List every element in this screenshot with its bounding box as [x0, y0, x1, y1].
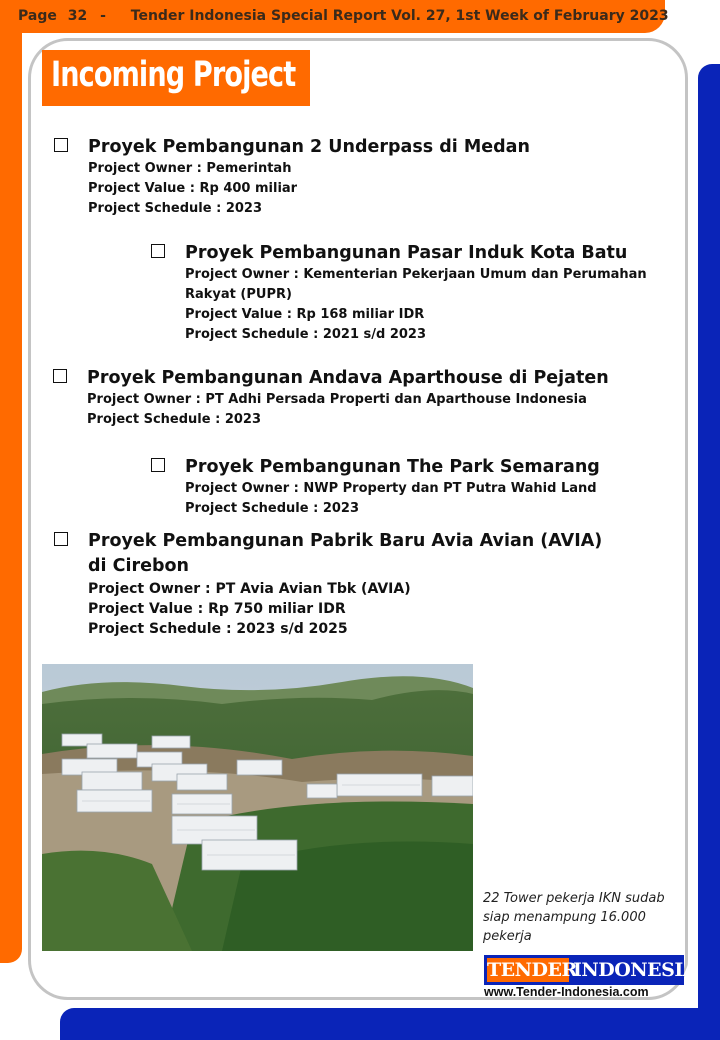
- project-item: [54, 529, 614, 639]
- project-item: [53, 366, 613, 430]
- logo-word-tender: TENDER: [487, 959, 577, 981]
- website-url[interactable]: www.Tender-Indonesia.com: [484, 985, 649, 999]
- header-separator: -: [100, 8, 106, 24]
- page-header: [18, 8, 669, 24]
- checkbox-bullet-icon: [151, 458, 165, 472]
- page-label: Page: [18, 8, 57, 24]
- project-schedule: Project Schedule : 2021 s/d 2023: [185, 327, 427, 342]
- tender-indonesia-logo: [484, 955, 697, 985]
- page-number: 32: [67, 8, 88, 24]
- left-orange-bar: [0, 0, 22, 963]
- checkbox-bullet-icon: [53, 369, 67, 383]
- project-title: Proyek Pembangunan 2 Underpass di Medan: [88, 137, 530, 157]
- project-title: Proyek Pembangunan Andava Aparthouse di Pejaten: [87, 368, 609, 388]
- project-title: Proyek Pembangunan Pabrik Baru Avia Avian (AVIA) di Cirebon: [88, 531, 603, 576]
- project-schedule: Project Schedule : 2023: [88, 201, 262, 216]
- project-value: Project Value : Rp 168 miliar IDR: [185, 307, 425, 322]
- project-title: Proyek Pembangunan The Park Semarang: [185, 457, 600, 477]
- project-value: Project Value : Rp 750 miliar IDR: [88, 601, 346, 617]
- checkbox-bullet-icon: [151, 244, 165, 258]
- project-value: Project Value : Rp 400 miliar: [88, 181, 298, 196]
- project-title: Proyek Pembangunan Pasar Induk Kota Batu: [185, 243, 628, 263]
- right-blue-bar: [698, 64, 720, 1040]
- project-item: [151, 241, 671, 345]
- project-owner: Project Owner : PT Adhi Persada Properti dan Aparthouse Indonesia: [87, 392, 587, 407]
- footer-bar: [60, 1008, 720, 1040]
- project-owner: Project Owner : Kementerian Pekerjaan Umum dan Perumahan Rakyat (PUPR): [185, 267, 647, 302]
- checkbox-bullet-icon: [54, 138, 68, 152]
- construction-site-photo: [42, 664, 473, 951]
- project-schedule: Project Schedule : 2023 s/d 2025: [88, 621, 348, 637]
- project-schedule: Project Schedule : 2023: [185, 501, 359, 516]
- project-owner: Project Owner : NWP Property dan PT Putra Wahid Land: [185, 481, 597, 496]
- photo-caption: 22 Tower pekerja IKN sudab siap menampung 16.000 pekerja: [483, 891, 665, 944]
- project-schedule: Project Schedule : 2023: [87, 412, 261, 427]
- project-item: [151, 455, 671, 519]
- section-title: Incoming Project: [51, 55, 296, 95]
- logo-word-indonesia: INDONESIA: [573, 959, 697, 981]
- project-owner: Project Owner : PT Avia Avian Tbk (AVIA): [88, 581, 411, 597]
- report-title: Tender Indonesia Special Report Vol. 27, 1st Week of February 2023: [130, 8, 669, 24]
- checkbox-bullet-icon: [54, 532, 68, 546]
- project-owner: Project Owner : Pemerintah: [88, 161, 292, 176]
- project-item: [54, 135, 614, 219]
- section-title-box: [42, 50, 310, 106]
